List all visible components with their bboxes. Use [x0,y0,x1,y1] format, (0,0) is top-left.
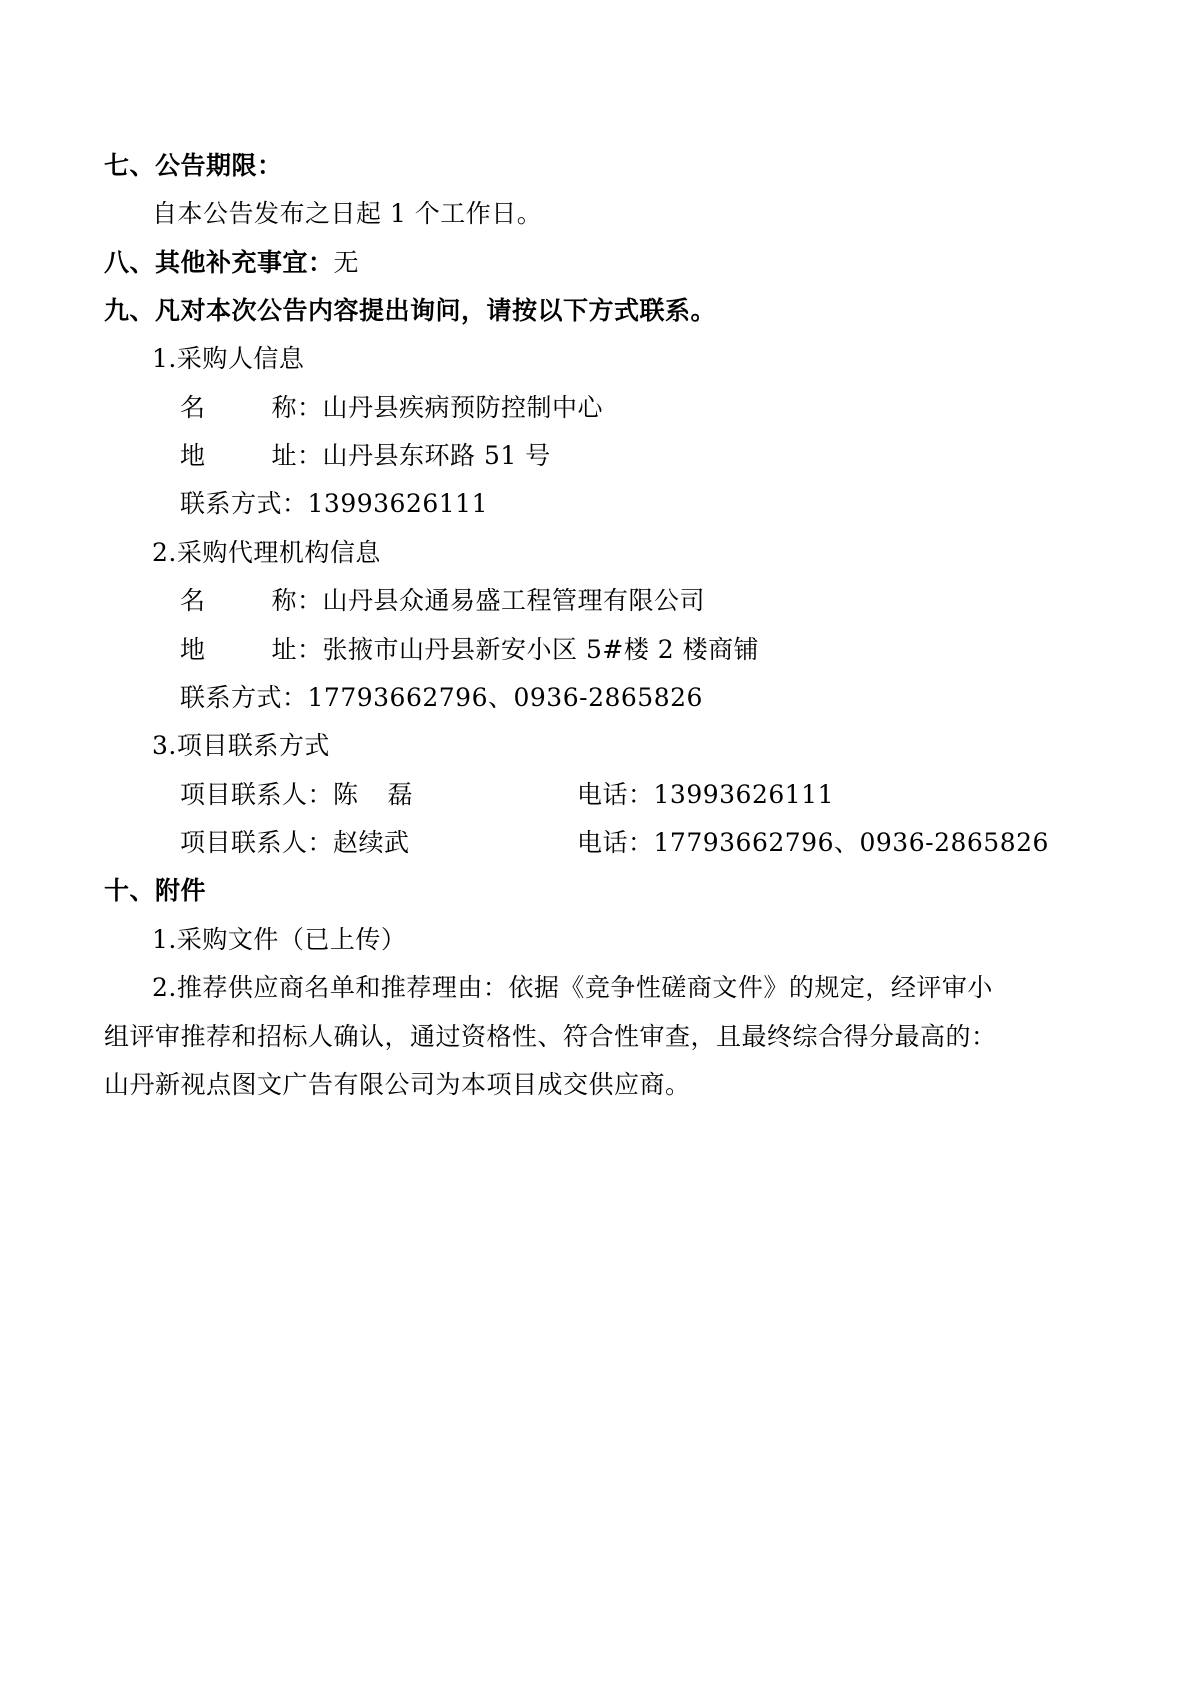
colon: ： [297,393,323,422]
purchaser-contact-value: 13993626111 [307,489,488,518]
project-contact-row [180,826,1049,860]
colon: ： [297,586,323,615]
agency-contact-value: 17793662796、0936-2865826 [307,683,703,712]
colon: ： [282,489,308,518]
label-char: 称 [271,586,297,615]
name-char: 磊 [387,780,414,809]
attachment-item-2-line-2: 组评审推荐和招标人确认，通过资格性、符合性审查，且最终综合得分最高的： [104,1022,997,1051]
project-contact-name [333,778,577,812]
purchaser-name-value: 山丹县疾病预防控制中心 [322,393,604,422]
purchaser-contact-label: 联系方式 [180,489,283,518]
agency-address-label [180,633,297,667]
section-8-line [104,246,359,280]
section-7-body: 自本公告发布之日起 1 个工作日。 [152,199,543,228]
label-char: 名 [180,393,206,422]
attachment-item-2-line-1: 2.推荐供应商名单和推荐理由：依据《竞争性磋商文件》的规定，经评审小 [152,973,993,1002]
attachment-item-2-line-3: 山丹新视点图文广告有限公司为本项目成交供应商。 [104,1070,691,1099]
section-8-value: 无 [333,248,360,277]
project-contact-phone: 17793662796、0936-2865826 [653,828,1049,857]
colon: ： [297,635,323,664]
agency-title: 2.采购代理机构信息 [152,538,381,567]
purchaser-name-label [180,391,297,425]
agency-contact-row [180,681,703,715]
label-char: 址 [271,441,297,470]
agency-name-label [180,584,297,618]
project-contact-phone-label: 电话： [577,828,654,857]
label-char: 址 [271,635,297,664]
purchaser-name-row [180,391,603,425]
project-contact-phone: 13993626111 [653,780,834,809]
label-char: 地 [180,635,206,664]
project-contact-name-spread [333,778,413,812]
name-char: 陈 [333,780,359,809]
section-9-heading: 九、凡对本次公告内容提出询问，请按以下方式联系。 [104,296,717,325]
agency-address-row [180,633,759,667]
label-char: 名 [180,586,206,615]
purchaser-contact-row [180,487,488,521]
purchaser-address-value: 山丹县东环路 51 号 [322,441,551,470]
project-contact-row [180,778,834,812]
colon: ： [297,441,323,470]
agency-name-value: 山丹县众通易盛工程管理有限公司 [322,586,706,615]
section-10-heading: 十、附件 [104,876,207,905]
project-contact-name: 赵续武 [333,828,410,857]
purchaser-address-label [180,439,297,473]
purchaser-address-row [180,439,551,473]
project-contact-title: 3.项目联系方式 [152,731,330,760]
agency-address-value: 张掖市山丹县新安小区 5#楼 2 楼商铺 [322,635,760,664]
project-contact-label: 项目联系人： [180,828,334,857]
project-contact-label: 项目联系人： [180,780,334,809]
label-char: 称 [271,393,297,422]
project-contact-phone-label: 电话： [577,780,654,809]
attachment-item-1: 1.采购文件（已上传） [152,925,407,954]
agency-name-row [180,584,705,618]
label-char: 地 [180,441,206,470]
section-7-heading: 七、公告期限： [104,151,283,180]
colon: ： [282,683,308,712]
purchaser-title: 1.采购人信息 [152,344,305,373]
agency-contact-label: 联系方式 [180,683,283,712]
section-8-heading: 八、其他补充事宜： [104,248,334,277]
